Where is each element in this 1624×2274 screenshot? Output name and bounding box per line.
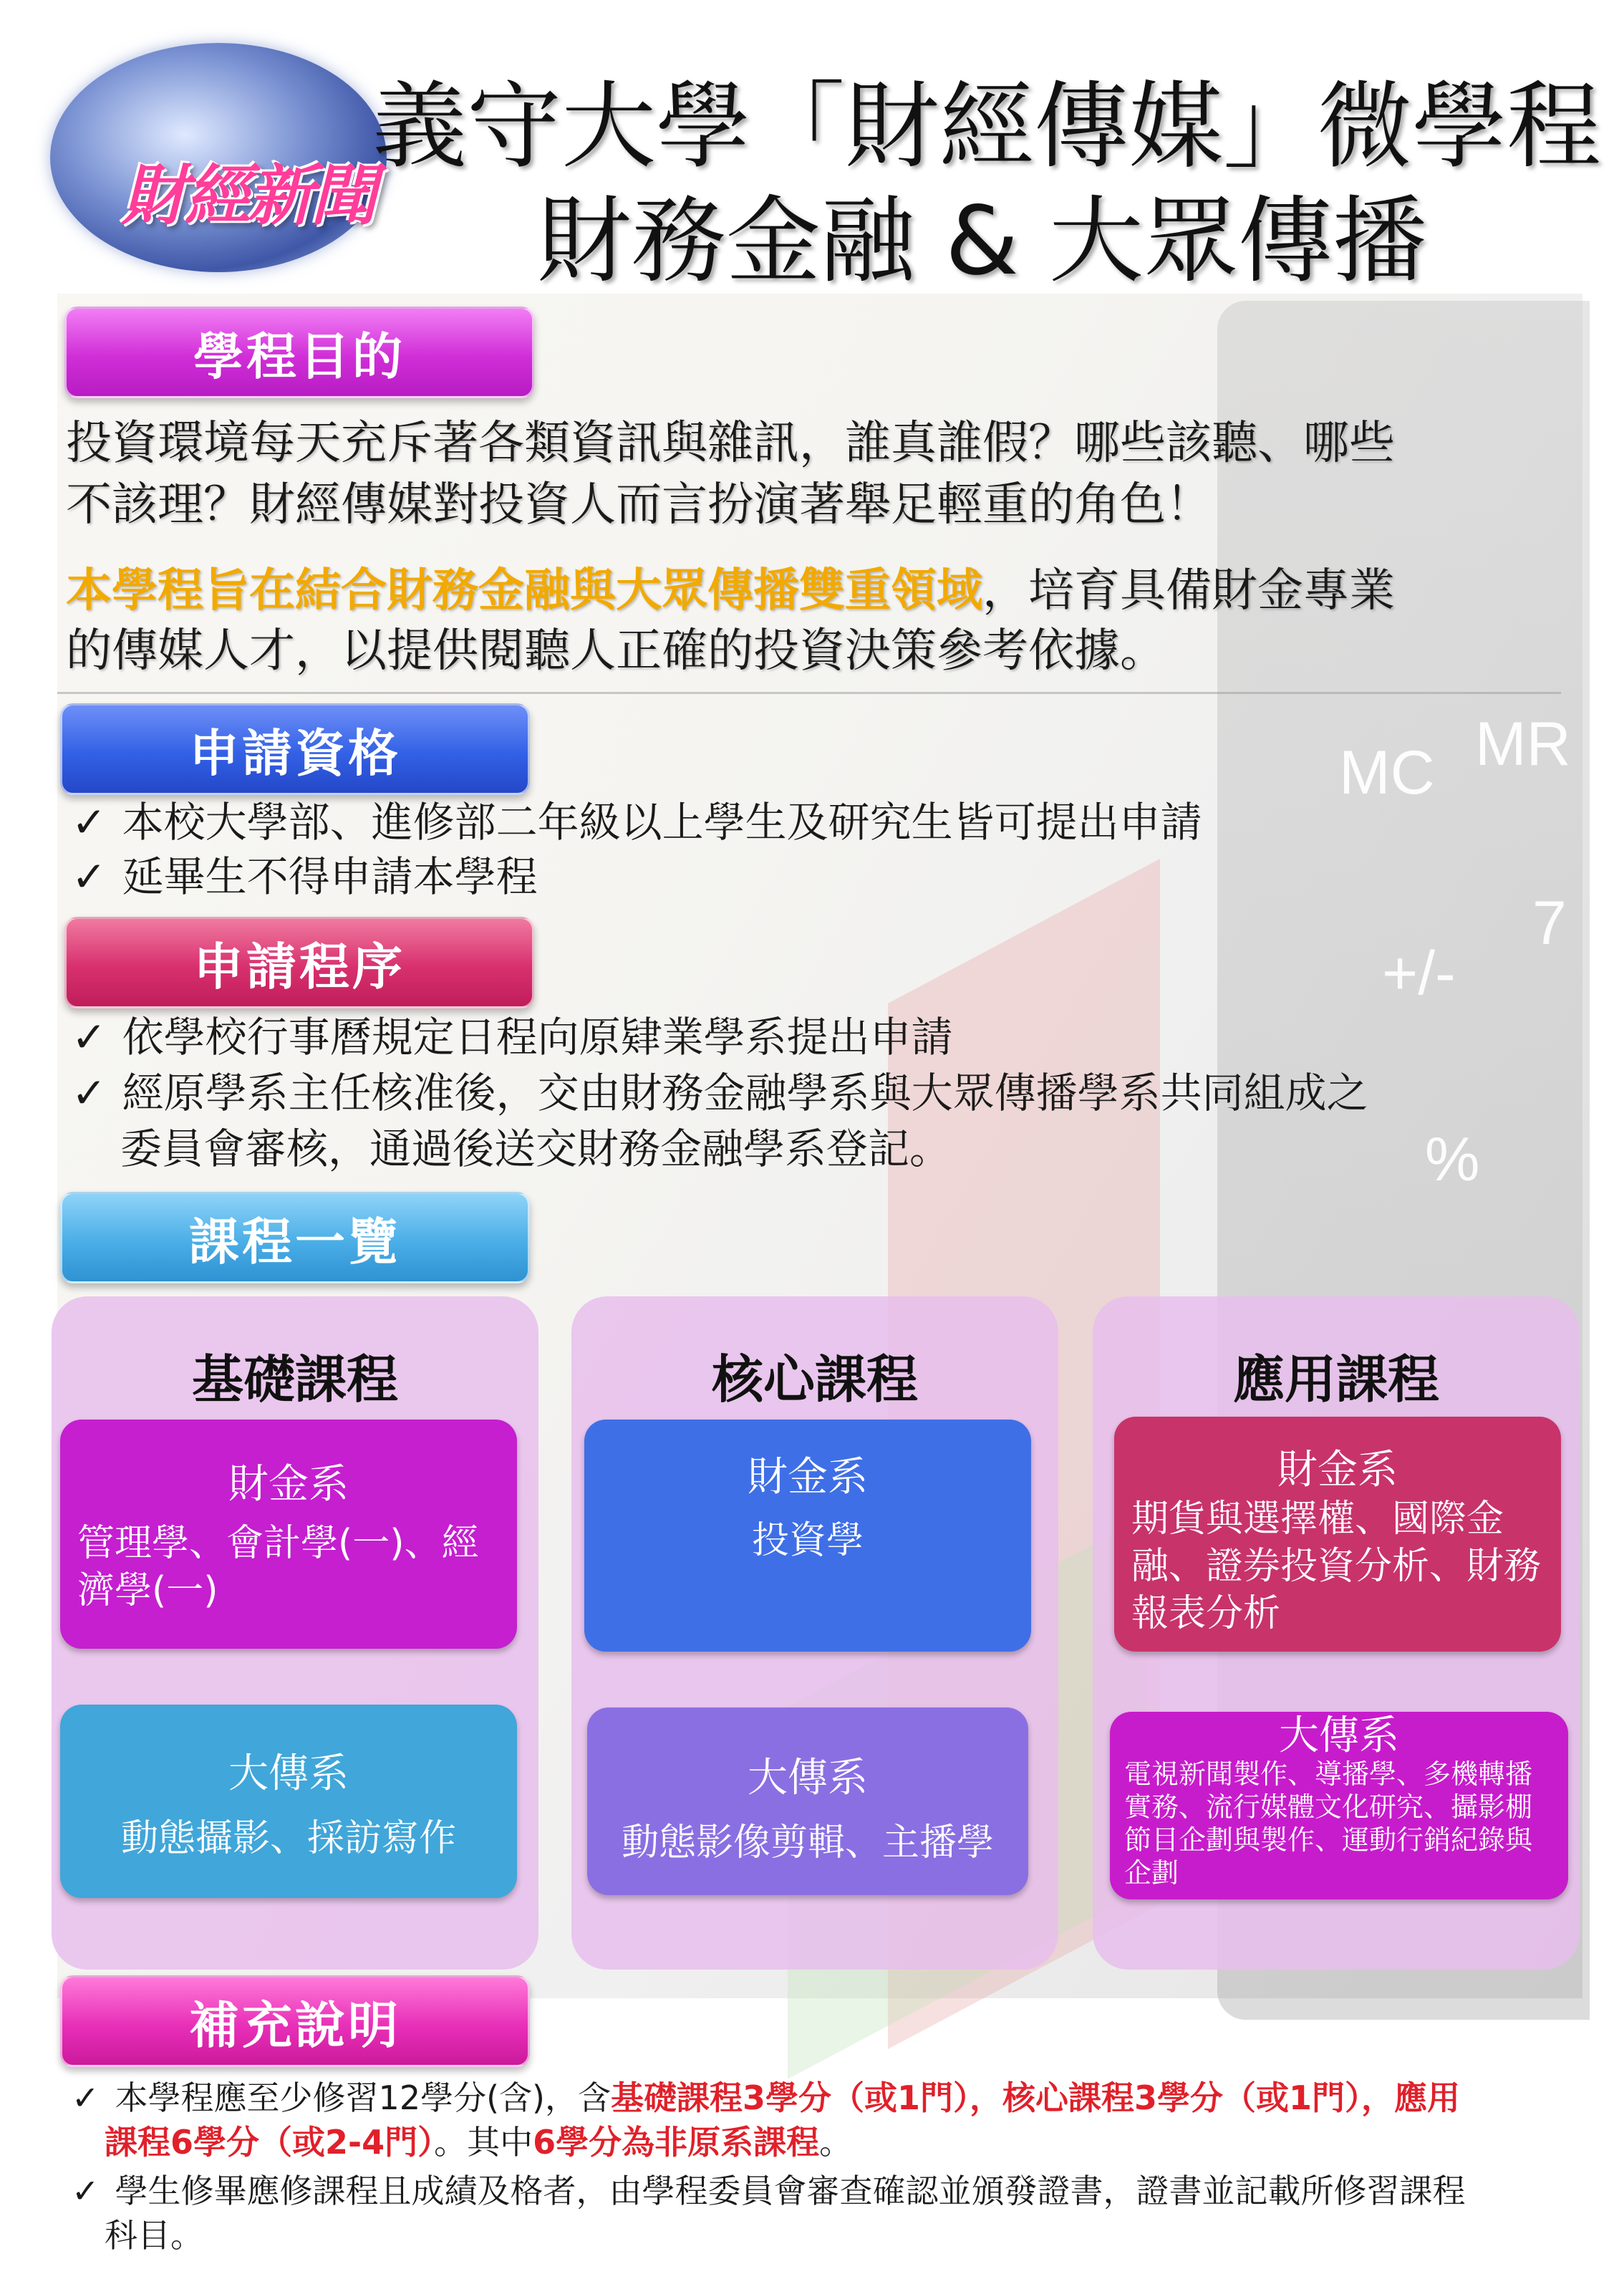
procedure-text-3: 委員會審核，通過後送交財務金融學系登記。 — [120, 1124, 952, 1173]
eligibility-text-1: 本校大學部、進修部二年級以上學生及研究生皆可提出申請 — [122, 798, 1202, 847]
course-card-basic-media — [60, 1705, 517, 1898]
note-1-text-e: 6學分為非原系課程 — [533, 2123, 820, 2162]
course-card-core-media — [587, 1707, 1028, 1895]
note-2-line1 — [72, 2169, 1466, 2213]
check-icon: ✓ — [72, 1013, 107, 1061]
course-column-title-basic: 基礎課程 — [191, 1349, 398, 1410]
section-heading-procedure: 申請程序 — [64, 917, 534, 1008]
note-2-text: 學生修畢應修課程且成績及格者，由學程委員會審查確認並頒發證書，證書並記載所修習課程 — [115, 2172, 1466, 2210]
course-card-applied-finance — [1114, 1417, 1561, 1652]
eligibility-item-2 — [72, 849, 538, 904]
check-icon: ✓ — [72, 798, 107, 847]
note-1-text-f: 。 — [819, 2123, 853, 2162]
card-dept: 大傳系 — [1279, 1712, 1399, 1759]
check-icon: ✓ — [72, 852, 107, 901]
card-dept: 大傳系 — [228, 1750, 349, 1797]
note-1-text-c: 課程6學分（或2-4門） — [105, 2123, 435, 2162]
purpose-para1-line1: 投資環境每天充斥著各類資訊與雜訊，誰真誰假？哪些該聽、哪些 — [66, 417, 1395, 470]
card-dept: 大傳系 — [748, 1755, 868, 1801]
card-courses: 期貨與選擇權、國際金融、證券投資分析、財務報表分析 — [1131, 1498, 1542, 1635]
eligibility-item-1 — [72, 795, 1202, 849]
note-1-line2 — [105, 2120, 852, 2164]
course-card-basic-finance — [60, 1420, 517, 1649]
course-card-applied-media — [1110, 1712, 1568, 1899]
purpose-para2-line1 — [66, 560, 1395, 622]
check-icon: ✓ — [72, 2078, 100, 2117]
card-courses: 電視新聞製作、導播學、多機轉播實務、流行媒體文化研究、攝影棚節目企劃與製作、運動行銷紀錄與企劃 — [1124, 1758, 1533, 1889]
calc-key-mc: MC — [1339, 738, 1435, 807]
purpose-para2-line2: 的傳媒人才，以提供閱聽人正確的投資決策參考依據。 — [66, 625, 1166, 678]
note-1-text-a: 本學程應至少修習12學分(含)，含 — [115, 2078, 611, 2117]
calc-key-mr: MR — [1475, 710, 1571, 779]
purpose-para2-rest: ，培育具備財金專業 — [982, 564, 1395, 617]
card-courses: 管理學、會計學(一)、經濟學(一) — [77, 1522, 479, 1612]
note-1-text-b: 基礎課程3學分（或1門），核心課程3學分（或1門），應用 — [610, 2078, 1461, 2117]
card-courses: 動態攝影、採訪寫作 — [120, 1817, 456, 1860]
card-dept: 財金系 — [228, 1461, 349, 1508]
procedure-item-2 — [72, 1066, 1368, 1120]
card-dept: 財金系 — [1277, 1447, 1398, 1493]
check-icon: ✓ — [72, 2172, 100, 2210]
logo-text: 財經新聞 — [122, 158, 374, 234]
check-icon: ✓ — [72, 1069, 107, 1117]
page-title-line2: 財務金融 & 大眾傳播 — [537, 186, 1427, 297]
card-courses: 動態影像剪輯、主播學 — [621, 1821, 994, 1864]
course-card-core-finance — [584, 1420, 1031, 1652]
note-1-text-d: 。其中 — [434, 2123, 533, 2162]
procedure-text-2: 經原學系主任核准後，交由財務金融學系與大眾傳播學系共同組成之 — [122, 1069, 1368, 1117]
calc-key-7: 7 — [1532, 889, 1567, 958]
procedure-text-1: 依學校行事曆規定日程向原肄業學系提出申請 — [122, 1013, 953, 1061]
eligibility-text-2: 延畢生不得申請本學程 — [122, 852, 538, 901]
section-heading-eligibility: 申請資格 — [60, 703, 530, 795]
course-column-title-applied: 應用課程 — [1232, 1349, 1439, 1410]
course-column-title-core: 核心課程 — [711, 1349, 918, 1410]
purpose-highlight: 本學程旨在結合財務金融與大眾傳播雙重領域 — [66, 564, 982, 617]
divider — [57, 692, 1561, 694]
card-dept: 財金系 — [748, 1454, 868, 1500]
note-1-line1 — [72, 2076, 1460, 2120]
purpose-para1-line2: 不該理？財經傳媒對投資人而言扮演著舉足輕重的角色！ — [66, 478, 1212, 531]
page-title-line1: 義守大學「財經傳媒」微學程 — [372, 72, 1601, 182]
calc-key-plusminus: +/- — [1382, 939, 1456, 1008]
section-heading-notes: 補充說明 — [60, 1975, 530, 2067]
card-courses: 投資學 — [751, 1519, 864, 1562]
section-heading-courses: 課程一覽 — [60, 1192, 530, 1283]
procedure-item-1 — [72, 1010, 953, 1064]
note-2-line2: 科目。 — [105, 2216, 203, 2255]
calc-key-percent: % — [1425, 1125, 1480, 1194]
section-heading-purpose: 學程目的 — [64, 307, 534, 398]
